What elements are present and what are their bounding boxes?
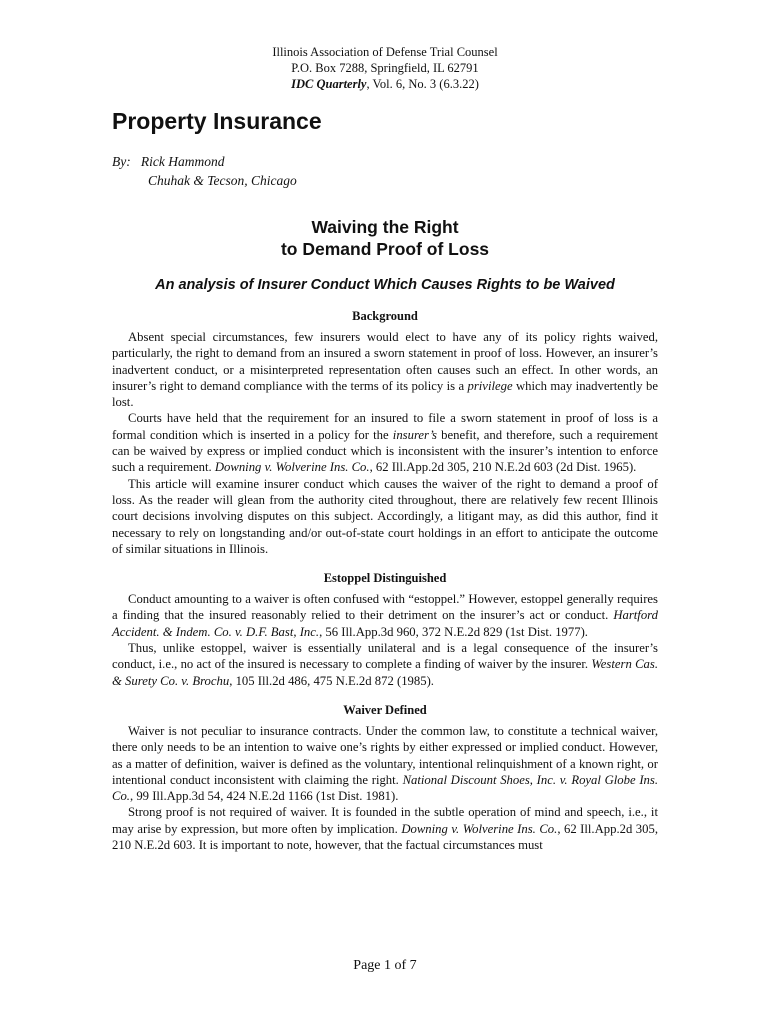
emphasis: privilege (467, 378, 513, 393)
case-citation: Western Cas. & Surety Co. v. Brochu (112, 657, 658, 688)
text-run: Absent special circumstances, few insurers would elect to have any of its policy rights waived, particularly, the right to demand from an insured a sworn statement in proof of loss. However, an insurer’s inadvertent conduct, or a misinterpreted representation often causes such an effect. In other words, an insurer’s right to demand compliance with the terms of its policy is a (112, 330, 658, 393)
section-gap (112, 557, 658, 570)
case-citation: Downing v. Wolverine Ins. Co. (401, 821, 558, 836)
text-run: which may inadvertently be lost. (112, 378, 658, 410)
paragraph (112, 804, 658, 853)
text-run: Conduct amounting to a waiver is often confused with “estoppel.” However, estoppel generally requires a finding that the insured reasonably relied to their detriment on the insurer’s act or conduct. (112, 592, 658, 623)
association-name: Illinois Association of Defense Trial Counsel (272, 45, 498, 59)
headline-line-1: Waiving the Right (311, 217, 459, 237)
masthead (0, 44, 770, 92)
article-subtitle: An analysis of Insurer Conduct Which Causes Rights to be Waived (155, 277, 615, 293)
text-run: , 99 Ill.App.3d 54, 424 N.E.2d 1166 (1st Dist. 1981). (129, 789, 399, 804)
case-citation: Hartford Accident. & Indem. Co. v. D.F. Bast, Inc. (112, 608, 658, 639)
text-run: , 62 Ill.App.2d 305, 210 N.E.2d 603. It is important to note, however, that the factual circumstances must (112, 821, 658, 853)
text-run: , 56 Ill.App.3d 960, 372 N.E.2d 829 (1st Dist. 1977). (319, 624, 588, 639)
text-run: Thus, unlike estoppel, waiver is essentially unilateral and is a legal consequence of the insurer’s conduct, i.e., no act of the insured is necessary to complete a finding of waiver by the insurer. (112, 641, 658, 672)
text-run: Strong proof is not required of waiver. It is founded in the subtle operation of mind and speech, i.e., it may arise by expression, but more often by implication. (112, 805, 658, 836)
case-citation: Downing v. Wolverine Ins. Co. (214, 460, 370, 475)
text-run: Courts have held that the requirement for an insured to file a sworn statement in proof of loss is a formal condition which is inserted in a policy for the (112, 411, 658, 442)
text-run: Waiver is not peculiar to insurance contracts. Under the common law, to constitute a technical waiver, there only needs to be an intention to waive one’s rights by either expressed or implied conduct. However, as a matter of definition, waiver is defined as the voluntary, intentional relinquishment of a known right, or intentional conduct inconsistent with claiming the right. (112, 723, 658, 787)
section-heading-waiver: Waiver Defined (343, 702, 427, 717)
author-affiliation: Chuhak & Tecson, Chicago (148, 173, 297, 188)
case-citation: National Discount Shoes, Inc. v. Royal Globe Ins. Co. (112, 772, 658, 804)
author: By: Rick Hammond (112, 154, 225, 169)
paragraph (112, 591, 658, 640)
text-run: benefit, and therefore, such a requirement can be waived by express or implied conduct which is inconsistent with the insurer’s intention to enforce such a requirement. (112, 427, 658, 475)
text-run: , 62 Ill.App.2d 305, 210 N.E.2d 603 (2d Dist. 1965). (369, 460, 637, 475)
byline (112, 152, 297, 190)
publication-line (0, 76, 770, 92)
association-address: P.O. Box 7288, Springfield, IL 62791 (291, 61, 479, 75)
article-category-title: Property Insurance (112, 108, 322, 134)
section-gap (112, 689, 658, 702)
headline-line-2: to Demand Proof of Loss (280, 239, 490, 259)
article-body (112, 308, 658, 853)
publication-name: IDC Quarterly (291, 77, 367, 91)
section-heading-background: Background (352, 309, 418, 323)
text-run: , 105 Ill.2d 486, 475 N.E.2d 872 (1985). (229, 673, 434, 688)
paragraph (112, 329, 658, 410)
publication-volume: , Vol. 6, No. 3 (6.3.22) (366, 77, 479, 91)
paragraph (112, 723, 658, 804)
paragraph: This article will examine insurer conduct which causes the waiver of the right to demand a proof of loss. As the reader will glean from the authority cited throughout, there are relatively few recent Illinois court decisions involving disputes on this subject. Accordingly, a litigant may, as did this author, find it necessary to rely on longstanding and/or out-of-state court holdings in an effort to anticipate the outcome of similar situations in Illinois. (112, 476, 658, 556)
paragraph (112, 640, 658, 689)
paragraph (112, 410, 658, 475)
article-headline (0, 216, 770, 260)
page-number: Page 1 of 7 (353, 958, 417, 973)
section-heading-estoppel: Estoppel Distinguished (323, 571, 447, 586)
emphasis: insurer’s (392, 427, 437, 442)
